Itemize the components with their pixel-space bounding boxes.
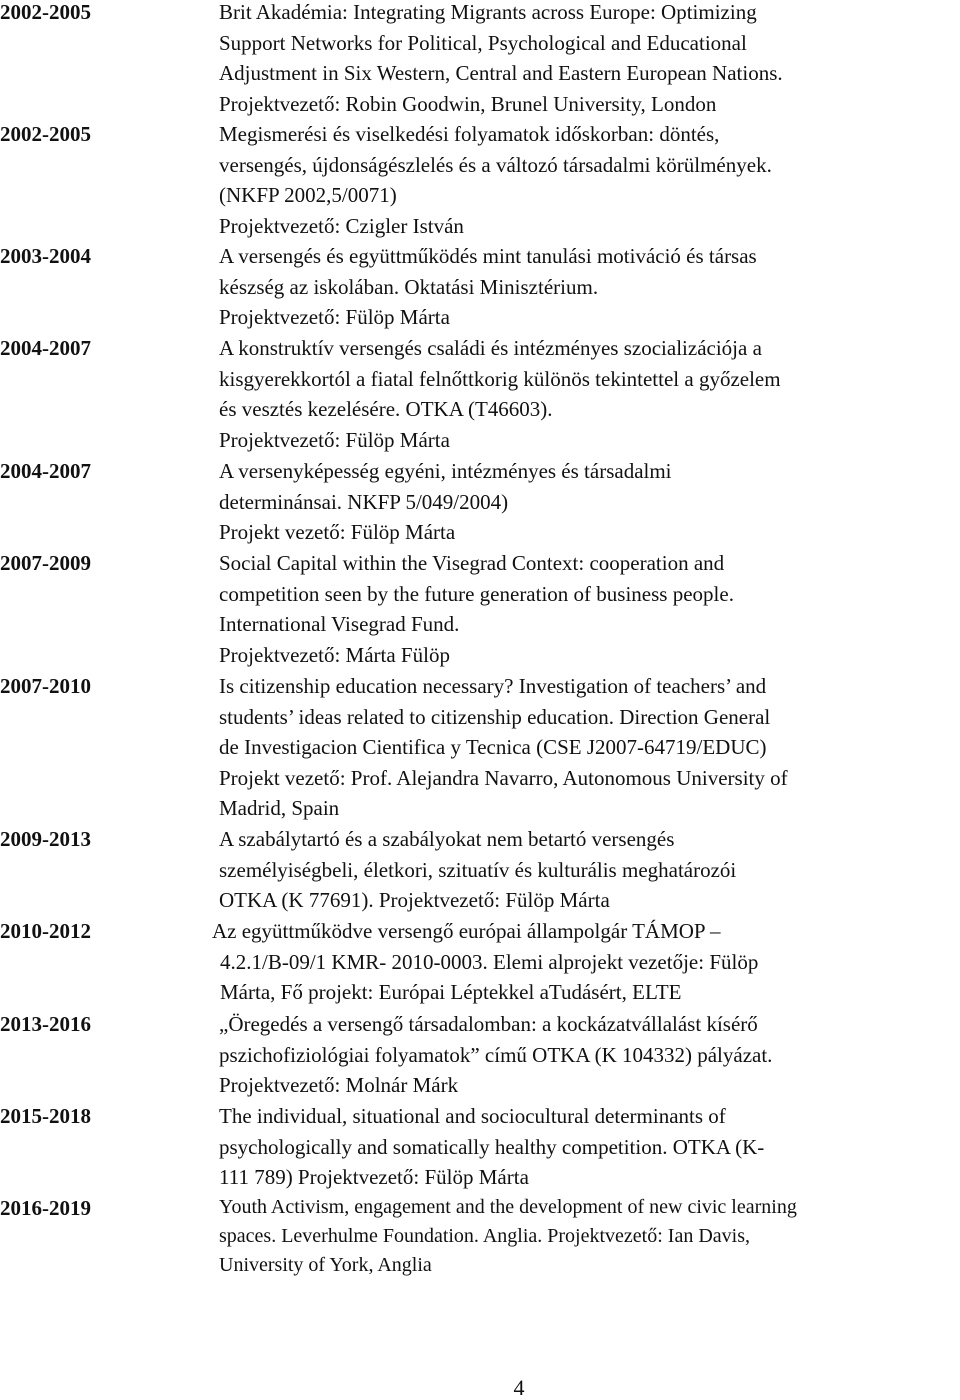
page-number: 4 bbox=[513, 1375, 525, 1400]
description-line: Megismerési és viselkedési folyamatok időskorban: döntés, bbox=[219, 122, 720, 146]
project-years: 2002-2005 bbox=[0, 122, 91, 146]
description-line: Social Capital within the Visegrad Context: cooperation and bbox=[219, 551, 725, 575]
description-line: készség az iskolában. Oktatási Minisztérium. bbox=[219, 274, 599, 299]
project-years: 2003-2004 bbox=[0, 244, 91, 268]
description-line: és vesztés kezelésére. OTKA (T46603). bbox=[219, 397, 553, 422]
description-line: Márta, Fő projekt: Európai Léptekkel aTudásért, ELTE bbox=[220, 980, 682, 1005]
description-line: A versenyképesség egyéni, intézményes és társadalmi bbox=[219, 459, 672, 483]
description-line: Projektvezető: Fülöp Márta bbox=[219, 305, 450, 330]
description-line: pszichofiziológiai folyamatok” című OTKA (K 104332) pályázat. bbox=[219, 1042, 773, 1067]
description-line: Is citizenship education necessary? Investigation of teachers’ and bbox=[219, 674, 767, 698]
description-line: Projekt vezető: Prof. Alejandra Navarro, Autonomous University of bbox=[219, 765, 788, 790]
description-line: személyiségbeli, életkori, szituatív és kulturális meghatározói bbox=[219, 857, 737, 882]
description-line: Youth Activism, engagement and the development of new civic learning bbox=[219, 1196, 797, 1218]
project-description bbox=[219, 119, 772, 241]
description-line: Projektvezető: Molnár Márk bbox=[219, 1073, 459, 1098]
description-line: International Visegrad Fund. bbox=[219, 612, 460, 637]
project-description bbox=[219, 333, 781, 455]
project-description bbox=[219, 0, 783, 119]
description-line: (NKFP 2002,5/0071) bbox=[219, 183, 397, 208]
description-line: A versengés és együttműködés mint tanulási motiváció és társas bbox=[219, 244, 757, 268]
description-line: spaces. Leverhulme Foundation. Anglia. Projektvezető: Ian Davis, bbox=[219, 1225, 750, 1247]
project-years: 2015-2018 bbox=[0, 1104, 91, 1128]
description-line: versengés, újdonságészlelés és a változó társadalmi körülmények. bbox=[219, 152, 772, 177]
description-line: Madrid, Spain bbox=[219, 796, 340, 821]
project-years: 2007-2009 bbox=[0, 551, 91, 575]
project-years: 2010-2012 bbox=[0, 919, 91, 943]
description-line: A konstruktív versengés családi és intézményes szocializációja a bbox=[219, 336, 762, 360]
description-line: Az együttműködve versengő európai állampolgár TÁMOP – bbox=[212, 919, 721, 943]
project-description bbox=[219, 548, 734, 670]
project-description bbox=[219, 671, 788, 824]
description-line: Projekt vezető: Fülöp Márta bbox=[219, 520, 456, 545]
description-line: psychologically and somatically healthy competition. OTKA (K- bbox=[219, 1134, 765, 1159]
description-line: A szabálytartó és a szabályokat nem betartó versengés bbox=[219, 827, 675, 851]
project-years: 2016-2019 bbox=[0, 1196, 91, 1220]
project-description bbox=[219, 456, 672, 548]
description-line: 111 789) Projektvezető: Fülöp Márta bbox=[219, 1165, 529, 1190]
project-years: 2007-2010 bbox=[0, 674, 91, 698]
description-line: University of York, Anglia bbox=[219, 1254, 432, 1276]
description-line: Support Networks for Political, Psychological and Educational bbox=[219, 30, 747, 55]
project-description bbox=[219, 1101, 764, 1193]
project-description bbox=[219, 1009, 772, 1101]
description-line: Brit Akadémia: Integrating Migrants across Europe: Optimizing bbox=[219, 0, 757, 24]
description-line: de Investigacion Cientifica y Tecnica (CSE J2007-64719/EDUC) bbox=[219, 735, 767, 760]
project-description bbox=[219, 1193, 797, 1280]
project-years: 2004-2007 bbox=[0, 336, 91, 360]
project-years: 2009-2013 bbox=[0, 827, 91, 851]
description-line: „Öregedés a versengő társadalomban: a kockázatvállalást kísérő bbox=[219, 1012, 758, 1036]
description-line: Projektvezető: Fülöp Márta bbox=[219, 427, 450, 452]
description-line: OTKA (K 77691). Projektvezető: Fülöp Márta bbox=[219, 888, 610, 913]
project-description bbox=[219, 824, 736, 916]
description-line: Adjustment in Six Western, Central and Eastern European Nations. bbox=[219, 61, 783, 86]
description-line: students’ ideas related to citizenship education. Direction General bbox=[219, 704, 771, 729]
description-line: Projektvezető: Czigler István bbox=[219, 213, 464, 238]
project-years: 2004-2007 bbox=[0, 459, 91, 483]
project-years: 2002-2005 bbox=[0, 0, 91, 24]
description-line: competition seen by the future generation of business people. bbox=[219, 581, 734, 606]
description-line: Projektvezető: Robin Goodwin, Brunel University, London bbox=[219, 91, 717, 116]
description-line: The individual, situational and sociocultural determinants of bbox=[219, 1104, 726, 1128]
project-description bbox=[212, 916, 758, 1008]
description-line: Projektvezető: Márta Fülöp bbox=[219, 642, 450, 667]
description-line: kisgyerekkortól a fiatal felnőttkorig különös tekintettel a győzelem bbox=[219, 366, 781, 391]
project-years: 2013-2016 bbox=[0, 1012, 91, 1036]
project-description bbox=[219, 241, 757, 333]
description-line: determinánsai. NKFP 5/049/2004) bbox=[219, 489, 509, 514]
description-line: 4.2.1/B-09/1 KMR- 2010-0003. Elemi alprojekt vezetője: Fülöp bbox=[220, 949, 759, 974]
